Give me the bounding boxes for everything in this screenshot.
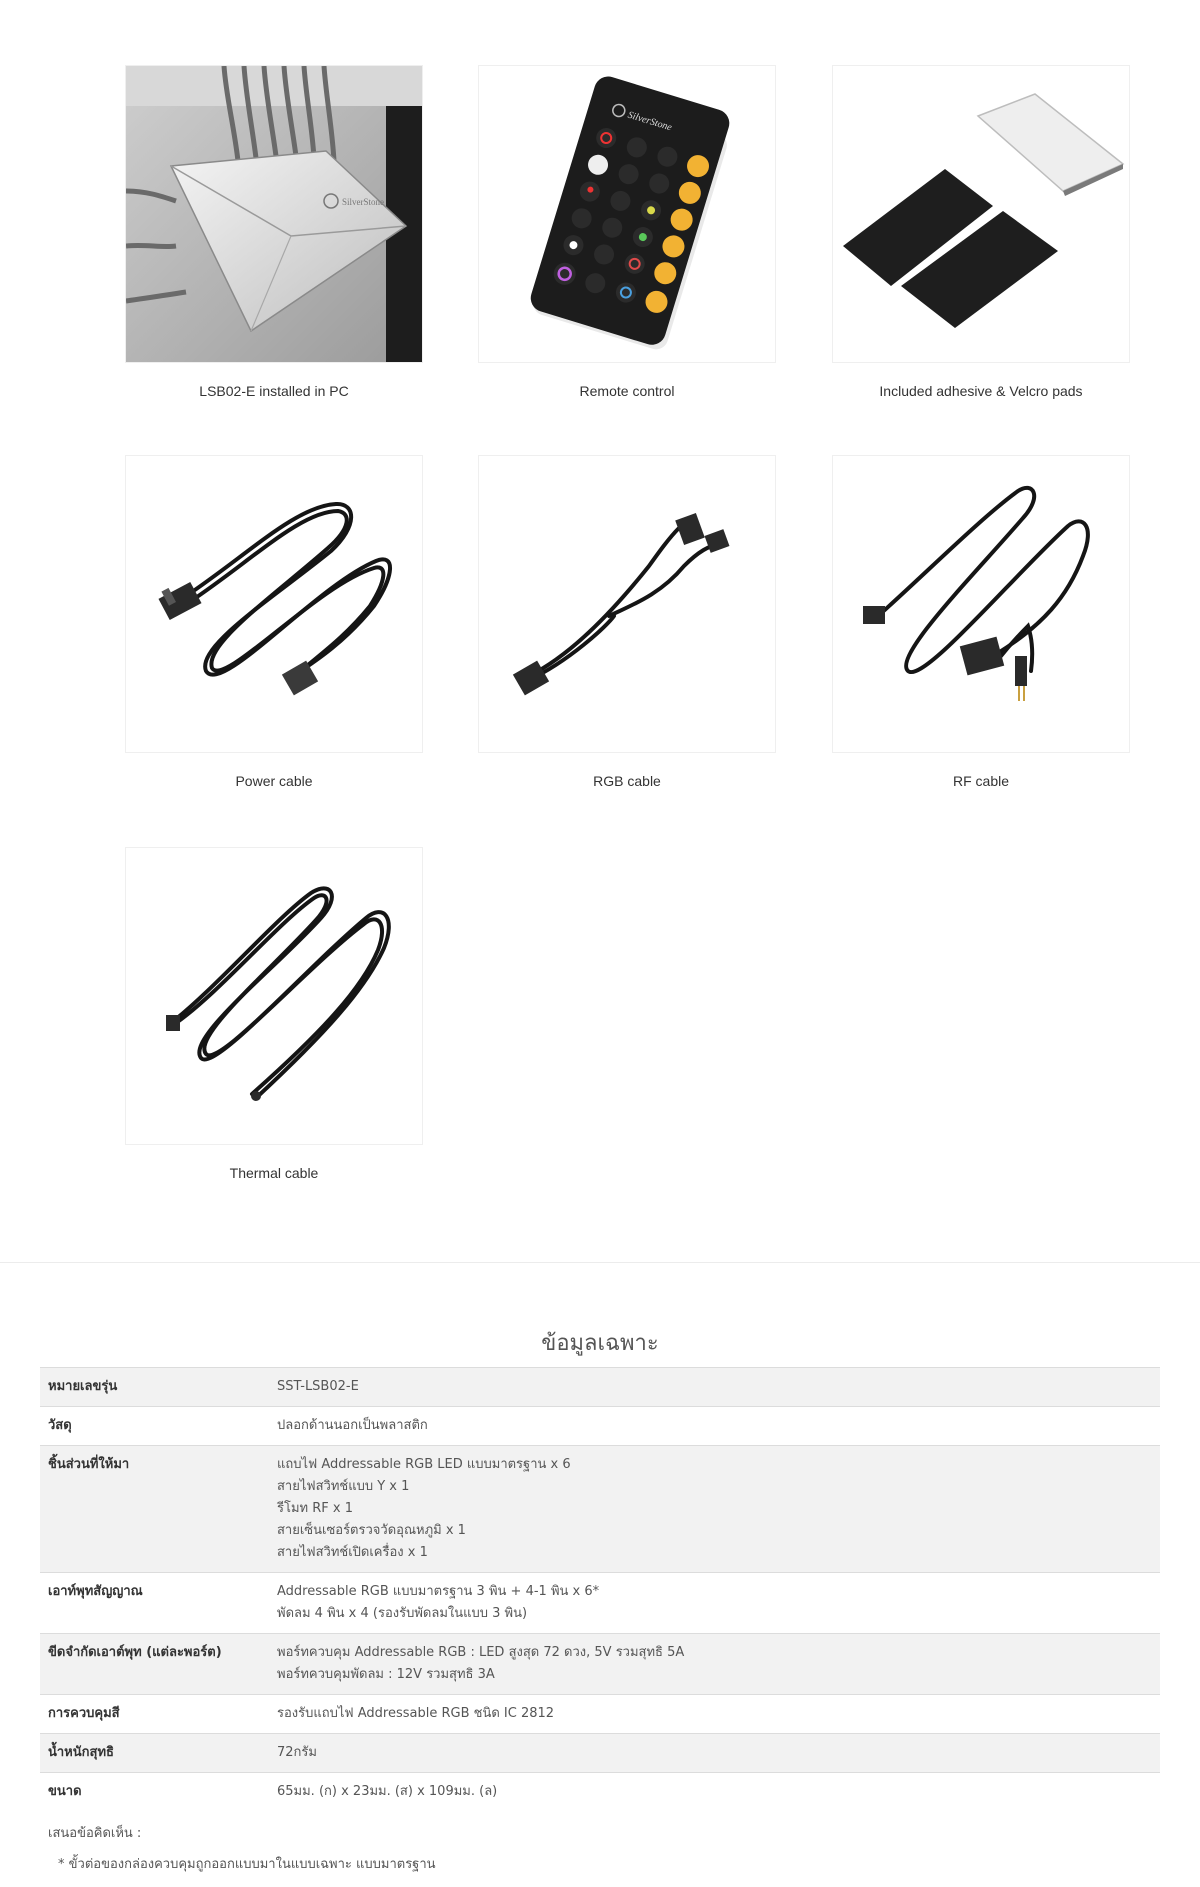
spec-key: เอาท์พุทสัญญาณ [48,1584,143,1599]
spec-value [261,1773,1160,1812]
spec-value-line: ปลอกด้านนอกเป็นพลาสติก [277,1418,428,1433]
spec-value-line: สายเซ็นเซอร์ตรวจวัดอุณหภูมิ x 1 [277,1523,466,1538]
spec-table [40,1367,1160,1811]
spec-value [261,1695,1160,1734]
spec-value-line: Addressable RGB แบบมาตรฐาน 3 พิน + 4-1 พิน x 6* [277,1584,600,1599]
gallery-item-rf-cable[interactable] [832,455,1130,789]
spec-value [261,1446,1160,1573]
spec-value-line: 72กรัม [277,1745,317,1760]
table-row [40,1573,1160,1634]
gallery-caption: Power cable [235,773,313,789]
spec-value [261,1368,1160,1407]
svg-text:SilverStone: SilverStone [626,109,674,134]
spec-key: ขีดจำกัดเอาต์พุท (แต่ละพอร์ต) [48,1645,222,1660]
spec-key: การควบคุมสี [48,1706,120,1721]
spec-notes [48,1822,436,1874]
table-row [40,1734,1160,1773]
spec-value [261,1734,1160,1773]
spec-key: ชิ้นส่วนที่ให้มา [48,1457,130,1472]
notes-title: เสนอข้อคิดเห็น : [48,1826,142,1841]
spec-value-line: แถบไฟ Addressable RGB LED แบบมาตรฐาน x 6 [277,1457,571,1472]
gallery-caption: Thermal cable [229,1165,319,1181]
spec-value-line: 65มม. (ก) x 23มม. (ส) x 109มม. (ล) [277,1784,498,1799]
spec-section-title: ข้อมูลเฉพาะ [541,1331,659,1356]
gallery-caption: LSB02-E installed in PC [199,383,349,399]
rf-cable-icon[interactable] [832,455,1130,753]
spec-key: หมายเลขรุ่น [48,1379,118,1394]
controller-installed-icon[interactable] [125,65,423,363]
gallery-caption: RF cable [952,773,1010,789]
gallery-item-remote[interactable] [478,65,776,399]
notes-item: * ขั้วต่อของกล่องควบคุมถูกออกแบบมาในแบบเฉพาะ แบบมาตรฐาน [58,1857,436,1872]
spec-key: วัสดุ [48,1418,72,1433]
rgb-cable-icon[interactable] [478,455,776,753]
spec-value [261,1634,1160,1695]
table-row [40,1407,1160,1446]
spec-value-line: พอร์ทควบคุม Addressable RGB : LED สูงสุด 72 ดวง, 5V รวมสุทธิ 5A [277,1645,685,1660]
gallery-item-pads[interactable] [832,65,1130,399]
table-row [40,1368,1160,1407]
spec-value-line: สายไฟสวิทช์แบบ Y x 1 [277,1479,410,1494]
spec-value-line: พอร์ทควบคุมพัดลม : 12V รวมสุทธิ 3A [277,1667,495,1682]
gallery-item-thermal-cable[interactable] [125,847,423,1181]
spec-key: น้ำหนักสุทธิ [48,1745,114,1760]
section-divider [0,1262,1200,1263]
spec-key: ขนาด [48,1784,82,1799]
table-row [40,1773,1160,1812]
table-row [40,1446,1160,1573]
gallery-caption: Remote control [579,383,675,399]
spec-value [261,1573,1160,1634]
spec-value-line: รองรับแถบไฟ Addressable RGB ชนิด IC 2812 [277,1706,555,1721]
spec-value-line: SST-LSB02-E [277,1379,359,1394]
table-row [40,1695,1160,1734]
velcro-pads-icon[interactable] [832,65,1130,363]
gallery-item-power-cable[interactable] [125,455,423,789]
power-cable-icon[interactable] [125,455,423,753]
svg-text:SilverStone: SilverStone [342,197,384,207]
spec-value-line: รีโมท RF x 1 [277,1501,353,1516]
gallery-item-installed[interactable] [125,65,423,399]
thermal-cable-icon[interactable] [125,847,423,1145]
spec-value-line: พัดลม 4 พิน x 4 (รองรับพัดลมในแบบ 3 พิน) [277,1606,528,1621]
table-row [40,1634,1160,1695]
gallery-caption: Included adhesive & Velcro pads [879,383,1083,399]
remote-control-icon[interactable] [478,65,776,363]
spec-value-line: สายไฟสวิทช์เปิดเครื่อง x 1 [277,1545,428,1560]
gallery-item-rgb-cable[interactable] [478,455,776,789]
spec-value [261,1407,1160,1446]
gallery-caption: RGB cable [593,773,661,789]
